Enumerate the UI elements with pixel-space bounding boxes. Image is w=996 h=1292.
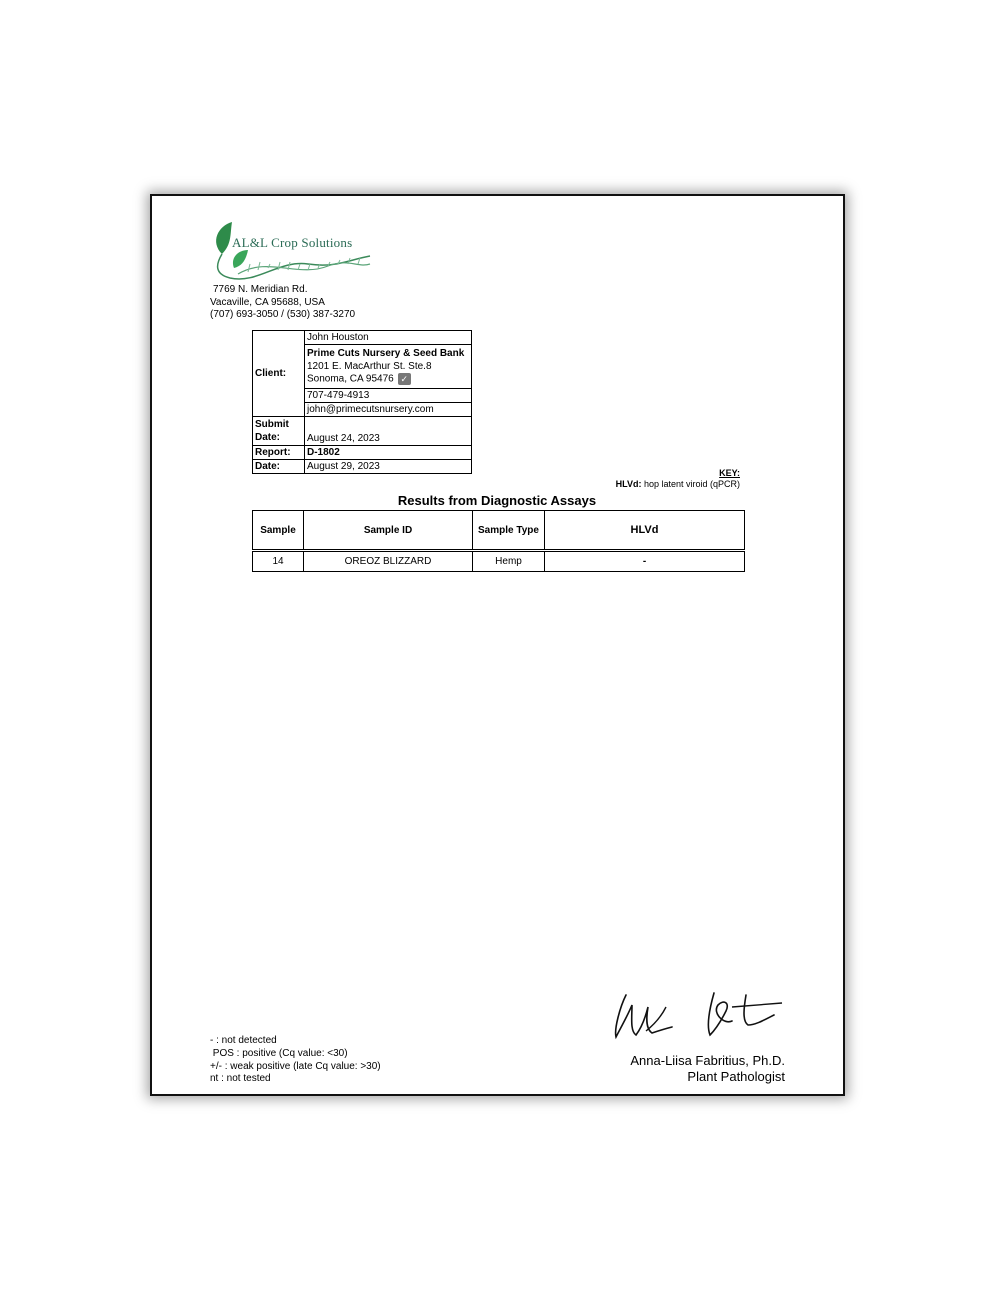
key-legend — [616, 468, 740, 490]
submit-label-line-2: Date: — [255, 432, 281, 444]
result-legend — [210, 1035, 381, 1086]
client-label: Client: — [253, 331, 305, 417]
cell-hlvd: - — [545, 551, 745, 572]
submit-date-label — [253, 417, 305, 446]
company-name: AL&L Crop Solutions — [232, 235, 353, 250]
address-line-1: 7769 N. Meridian Rd. — [213, 284, 308, 295]
client-phone: 707-479-4913 — [305, 389, 472, 403]
company-phone: (707) 693-3050 / (530) 387-3270 — [210, 309, 356, 320]
company-address — [210, 284, 355, 322]
col-header-sample: Sample — [253, 511, 304, 551]
col-header-sample-id: Sample ID — [304, 511, 473, 551]
client-name: John Houston — [305, 331, 472, 345]
report-label: Report: — [253, 446, 305, 460]
signer-name: Anna-Liisa Fabritius, Ph.D. — [630, 1053, 785, 1068]
cell-sample-id: OREOZ BLIZZARD — [304, 551, 473, 572]
cell-sample: 14 — [253, 551, 304, 572]
client-address-cell — [305, 345, 472, 389]
key-abbr: HLVd: — [615, 479, 642, 489]
client-city: Sonoma, CA 95476 — [307, 373, 394, 385]
client-business: Prime Cuts Nursery & Seed Bank — [307, 348, 465, 359]
cell-sample-type: Hemp — [473, 551, 545, 572]
client-email: john@primecutsnursery.com — [305, 403, 472, 417]
report-date-label: Date: — [253, 460, 305, 474]
col-header-hlvd: HLVd — [545, 511, 745, 551]
address-line-2: Vacaville, CA 95688, USA — [210, 296, 325, 308]
company-logo — [208, 220, 373, 284]
legend-item: nt : not tested — [210, 1073, 271, 1085]
submit-label-line-1: Submit — [255, 419, 289, 431]
table-row — [253, 551, 745, 572]
submit-date: August 24, 2023 — [305, 417, 472, 446]
key-title: KEY: — [719, 468, 740, 478]
key-desc: hop latent viroid (qPCR) — [643, 479, 740, 489]
legend-item: - : not detected — [210, 1035, 277, 1046]
results-table — [252, 510, 745, 572]
client-info-table — [252, 330, 472, 474]
signer-title: Plant Pathologist — [687, 1069, 785, 1084]
signer-block — [630, 1053, 785, 1085]
col-header-sample-type: Sample Type — [473, 511, 545, 551]
legend-item: +/- : weak positive (late Cq value: >30) — [210, 1060, 381, 1072]
check-icon: ✓ — [398, 373, 411, 385]
report-id: D-1802 — [305, 446, 472, 460]
legend-item: POS : positive (Cq value: <30) — [210, 1047, 348, 1059]
signature — [606, 985, 786, 1045]
report-date: August 29, 2023 — [305, 460, 472, 474]
client-street: 1201 E. MacArthur St. Ste.8 — [307, 360, 432, 372]
results-title: Results from Diagnostic Assays — [397, 493, 597, 508]
